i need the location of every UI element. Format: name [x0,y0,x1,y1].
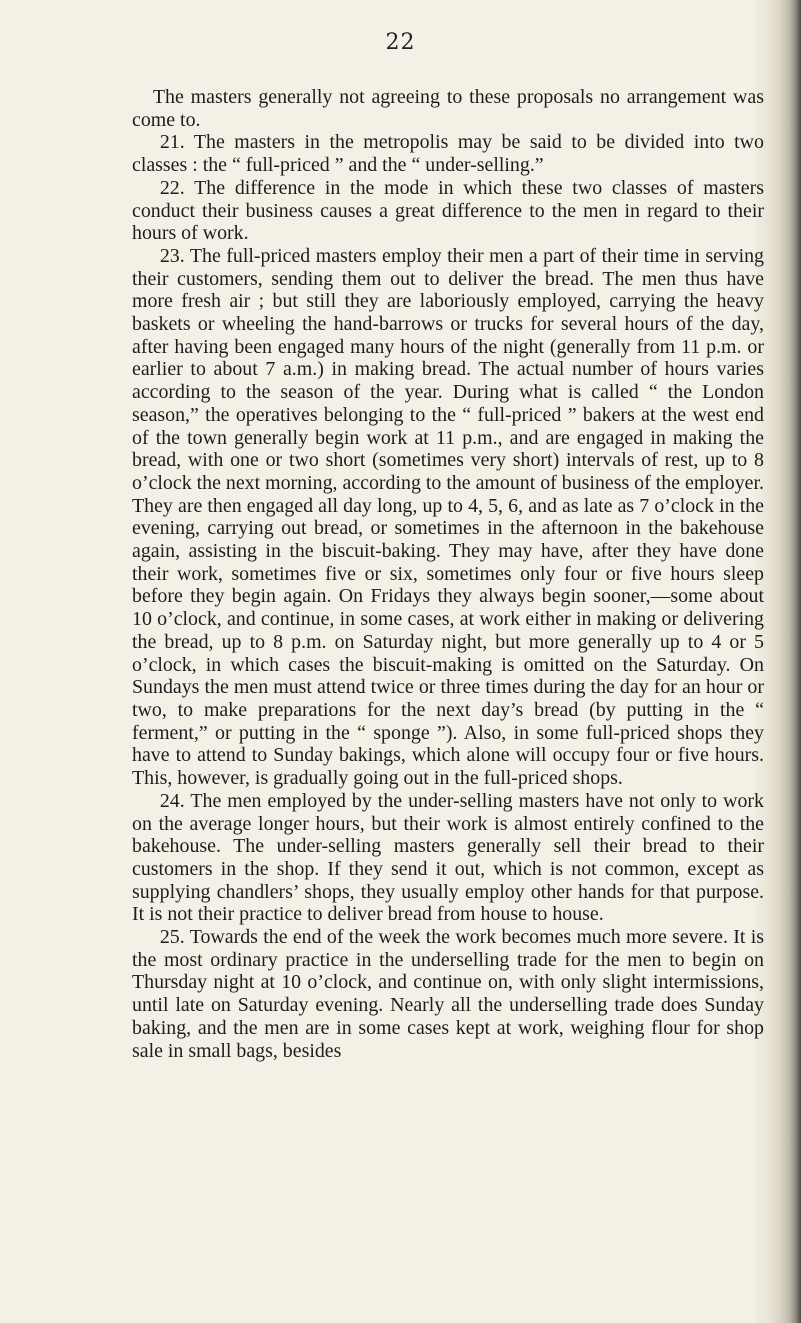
paragraph-24: 24. The men employed by the under-selling masters have not only to work on the average longer hours, but their work is almost entirely confined to the bakehouse. The under-selling masters generally sell their bread to their customers in the shop. If they send it out, which is not common, except as supplying chandlers’ shops, they usually employ other hands for that purpose. It is not their practice to deliver bread from house to house. [132,789,764,926]
paragraph-21: 21. The masters in the metropolis may be said to be divided into two classes : the “ full-priced ” and the “ under-selling.” [132,131,764,177]
paragraph-intro: The masters generally not agreeing to these proposals no arrangement was come to. [132,86,764,131]
paragraph-22: 22. The difference in the mode in which these two classes of masters conduct their business causes a great difference to the men in regard to their hours of work. [132,176,764,245]
page-number: 22 [385,30,416,55]
paragraph-23: 23. The full-priced masters employ their men a part of their time in serving their customers, sending them out to deliver the bread. The men thus have more fresh air ; but still they are laboriously employed, carrying the heavy baskets or wheeling the hand-barrows or trucks for several hours of the day, after having been engaged many hours of the night (generally from 11 p.m. or earlier to about 7 a.m.) in making bread. The actual number of hours varies according to the season of the year. During what is called “ the London season,” the operatives belonging to the “ full-priced ” bakers at the west end of the town generally begin work at 11 p.m., and are engaged in making the bread, with one or two short (sometimes very short) intervals of rest, up to 8 o’clock the next morning, according to the amount of business of the employer. They are then engaged all day long, up to 4, 5, 6, and as late as 7 o’clock in the evening, carrying out bread, or sometimes in the afternoon in the bakehouse again, assisting in the biscuit-baking. They may have, after they have done their work, sometimes five or six, sometimes only four or five hours sleep before they begin again. On Fridays they always begin sooner,—some about 10 o’clock, and continue, in some cases, at work either in making or delivering the bread, up to 8 p.m. on Saturday night, but more generally up to 4 or 5 o’clock, in which cases the biscuit-making is omitted on the Saturday. On Sundays the men must attend twice or three times during the day for an hour or two, to make preparations for the next day’s bread (by putting in the “ ferment,” or putting in the “ sponge ”). Also, in some full-priced shops they have to attend to Sunday bakings, which alone will occupy four or five hours. This, however, is gradually going out in the full-priced shops. [132,244,764,790]
body-text [132,86,764,1062]
paragraph-25: 25. Towards the end of the week the work becomes much more severe. It is the most ordinary practice in the underselling trade for the men to begin on Thursday night at 10 o’clock, and continue on, with only slight intermissions, until late on Saturday evening. Nearly all the underselling trade does Sunday baking, and the men are in some cases kept at work, weighing flour for shop sale in small bags, besides [132,926,764,1062]
